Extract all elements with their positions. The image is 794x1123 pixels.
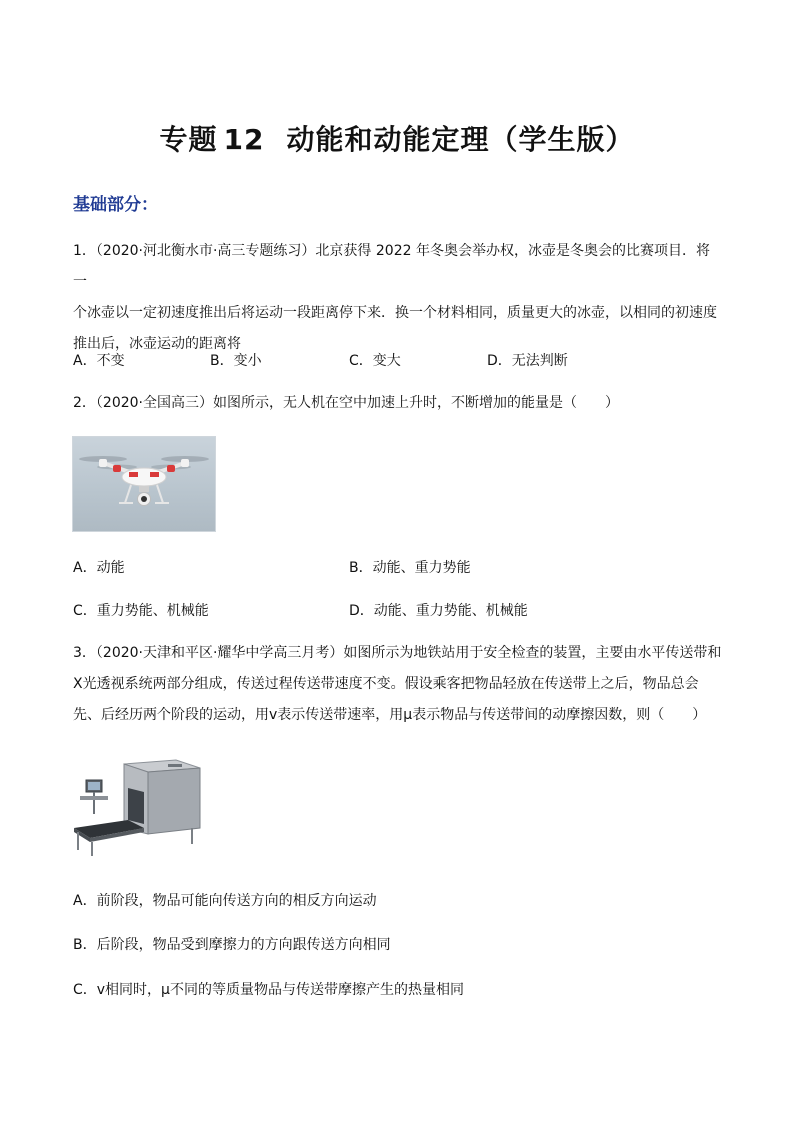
question-3-option-b: B．后阶段，物品受到摩擦力的方向跟传送方向相同 <box>73 937 391 953</box>
title-number: 12 <box>223 123 265 156</box>
page-title <box>0 118 794 158</box>
question-1-option-d: D．无法判断 <box>487 353 568 369</box>
question-2-option-b: B．动能、重力势能 <box>349 560 471 576</box>
question-2-option-c: C．重力势能、机械能 <box>73 603 209 619</box>
question-1-option-b: B．变小 <box>210 353 262 369</box>
question-2-line-1: 2．（2020·全国高三）如图所示，无人机在空中加速上升时，不断增加的能量是（ ） <box>73 395 619 411</box>
question-3-option-c: C．v相同时，μ不同的等质量物品与传送带摩擦产生的热量相同 <box>73 982 464 998</box>
question-1-option-c: C．变大 <box>349 353 401 369</box>
question-1-stem <box>73 236 723 360</box>
drone-photo <box>72 436 216 532</box>
title-prefix: 专题 <box>159 123 218 156</box>
question-2-stem <box>73 388 723 419</box>
question-1-line-1: 1．（2020·河北衡水市·高三专题练习）北京获得 2022 年冬奥会举办权，冰壶是冬奥会的比赛项目．将一 <box>73 243 710 290</box>
question-1-option-a: A．不变 <box>73 353 125 369</box>
xray-scanner-photo <box>72 758 208 858</box>
question-3-line-3: 先、后经历两个阶段的运动，用v表示传送带速率，用μ表示物品与传送带间的动摩擦因数，则（ ） <box>73 707 707 723</box>
title-main: 动能和动能定理（学生版） <box>286 123 635 156</box>
question-1-line-3: 推出后，冰壶运动的距离将 <box>73 336 241 352</box>
xray-scanner-illustration <box>72 758 208 858</box>
question-1-line-2: 个冰壶以一定初速度推出后将运动一段距离停下来．换一个材料相同，质量更大的冰壶，以相同的初速度 <box>73 305 717 321</box>
question-3-option-a: A．前阶段，物品可能向传送方向的相反方向运动 <box>73 893 377 909</box>
question-3-line-2: X光透视系统两部分组成，传送过程传送带速度不变。假设乘客把物品轻放在传送带上之后，物品总会 <box>73 676 699 692</box>
question-3-line-1: 3．（2020·天津和平区·耀华中学高三月考）如图所示为地铁站用于安全检查的装置，主要由水平传送带和 <box>73 645 722 661</box>
question-2-option-d: D．动能、重力势能、机械能 <box>349 603 528 619</box>
drone-illustration <box>73 437 215 531</box>
question-3-stem <box>73 638 723 731</box>
question-2-option-a: A．动能 <box>73 560 125 576</box>
section-heading: 基础部分： <box>73 195 158 215</box>
